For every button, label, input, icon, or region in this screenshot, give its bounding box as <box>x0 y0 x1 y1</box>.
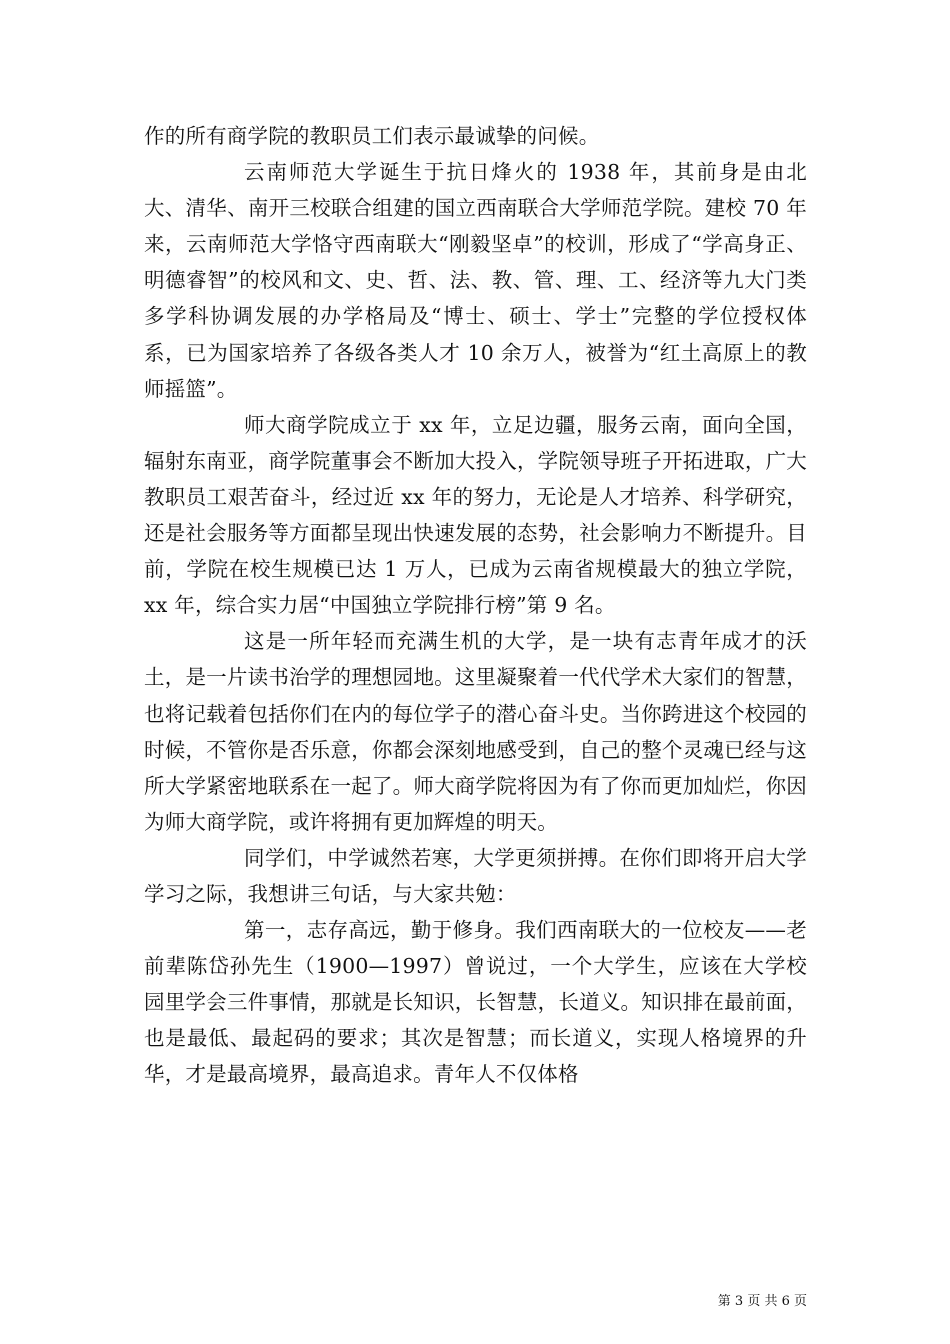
paragraph-young-university: 这是一所年轻而充满生机的大学，是一块有志青年成才的沃土，是一片读书治学的理想园地。这里凝聚着一代代学术大家们的智慧，也将记载着包括你们在内的每位学子的潜心奋斗史。当你跨进这个校园的时候，不管你是否乐意，你都会深刻地感受到，自己的整个灵魂已经与这所大学紧密地联系在一起了。师大商学院将因为有了你而更加灿烂，你因为师大商学院，或许将拥有更加辉煌的明天。 <box>144 629 807 834</box>
paragraph-first-point: 第一，志存高远，勤于修身。我们西南联大的一位校友——老前辈陈岱孙先生（1900—1997）曾说过，一个大学生，应该在大学校园里学会三件事情，那就是长知识，长智慧，长道义。知识排在最前面，也是最低、最起码的要求；其次是智慧；而长道义，实现人格境界的升华，才是最高境界，最高追求。青年人不仅体格 <box>144 918 807 1087</box>
paragraph-university-history: 云南师范大学诞生于抗日烽火的 1938 年，其前身是由北大、清华、南开三校联合组建的国立西南联合大学师范学院。建校 70 年来，云南师范大学恪守西南联大“刚毅坚卓”的校训，形成了“学高身正、明德睿智”的校风和文、史、哲、法、教、管、理、工、经济等九大门类多学科协调发展的办学格局及“博士、硕士、学士”完整的学位授权体系，已为国家培养了各级各类人才 10 余万人，被誉为“红土高原上的教师摇篮”。 <box>144 160 807 401</box>
paragraph-address-students: 同学们，中学诚然若寒，大学更须拼搏。在你们即将开启大学学习之际，我想讲三句话，与大家共勉： <box>144 845 807 906</box>
paragraph-business-school: 师大商学院成立于 xx 年，立足边疆，服务云南，面向全国，辐射东南亚，商学院董事会不断加大投入，学院领导班子开拓进取，广大教职员工艰苦奋斗，经过近 xx 年的努力，无论是人才培养、科学研究，还是社会服务等方面都呈现出快速发展的态势，社会影响力不断提升。目前，学院在校生规模已达 1 万人，已成为云南省规模最大的独立学院，xx 年，综合实力居“中国独立学院排行榜”第 9 名。 <box>144 412 807 618</box>
document-body <box>144 118 807 1093</box>
page-number-footer: 第 3 页 共 6 页 <box>717 1294 807 1309</box>
paragraph-continuation: 作的所有商学院的教职员工们表示最诚挚的问候。 <box>144 124 600 148</box>
